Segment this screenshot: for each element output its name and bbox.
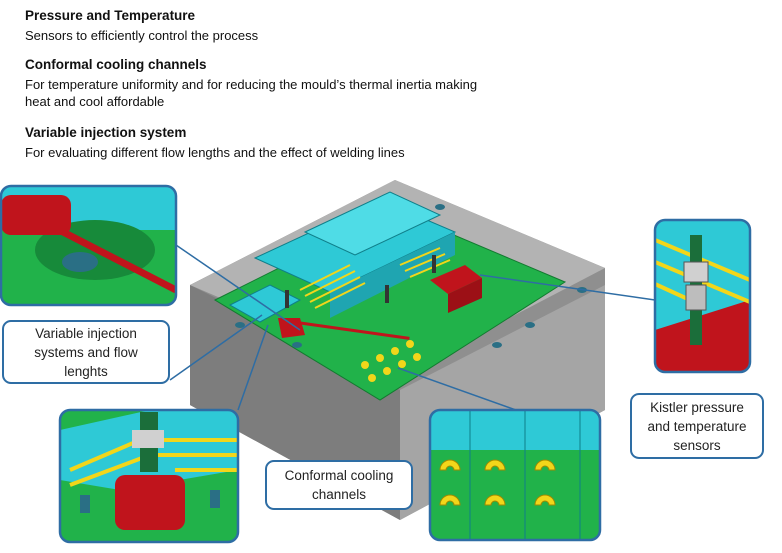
callout-conformal-cooling-text: Conformal cooling channels (284, 468, 394, 502)
callout-kistler-sensors (630, 393, 764, 459)
zoom-panel-sensor (655, 220, 750, 372)
heading-pressure-temperature: Pressure and Temperature (25, 8, 196, 23)
zoom-panel-gate (1, 186, 176, 305)
callout-variable-injection (2, 320, 170, 384)
callout-variable-injection-text: Variable injection systems and flow lenghts (34, 325, 138, 379)
description-conformal-cooling: For temperature uniformity and for reducing the mould’s thermal inertia making heat and cool affordable (25, 77, 478, 109)
callout-kistler-sensors-text: Kistler pressure and temperature sensors (647, 399, 747, 453)
callout-conformal-cooling (265, 460, 413, 510)
heading-conformal-cooling: Conformal cooling channels (25, 57, 207, 72)
description-pressure-temperature: Sensors to efficiently control the process (25, 28, 259, 43)
zoom-panel-cooling (430, 410, 600, 540)
description-variable-injection: For evaluating different flow lengths and the effect of welding lines (25, 145, 405, 160)
heading-variable-injection: Variable injection system (25, 125, 187, 140)
zoom-panel-injection (60, 410, 238, 542)
